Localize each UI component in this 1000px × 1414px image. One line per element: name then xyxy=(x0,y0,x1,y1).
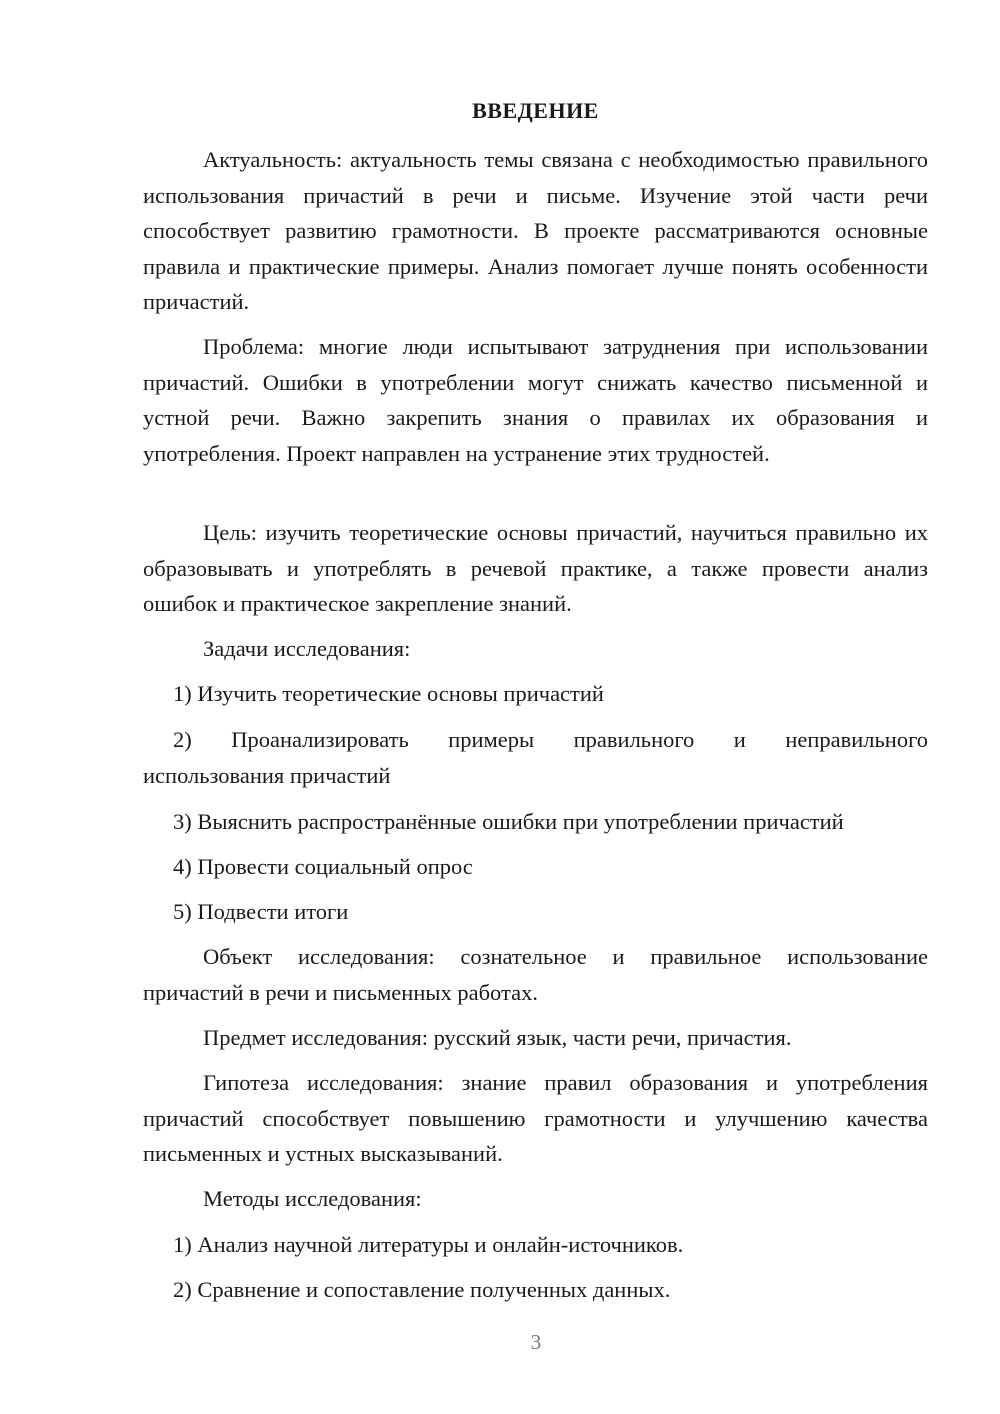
task-item-3: 3) Выяснить распространённые ошибки при употреблении причастий xyxy=(173,809,844,834)
task-item-4: 4) Провести социальный опрос xyxy=(173,854,473,879)
paragraph-problem: Проблема: многие люди испытывают затруднения при использовании причастий. Ошибки в употреблении могут снижать качество письменной и устной речи. Важно закрепить знания о правилах их образования и употребления. Проект направлен на устранение этих трудностей. xyxy=(143,334,928,466)
paragraph-object: Объект исследования: сознательное и правильное использование причастий в речи и письменных работах. xyxy=(143,944,928,1005)
methods-heading: Методы исследования: xyxy=(203,1186,422,1211)
task-item-5: 5) Подвести итоги xyxy=(173,899,349,924)
paragraph-subject: Предмет исследования: русский язык, части речи, причастия. xyxy=(203,1025,792,1050)
paragraph-hypothesis: Гипотеза исследования: знание правил образования и употребления причастий способствует повышению грамотности и улучшению качества письменных и устных высказываний. xyxy=(143,1070,928,1166)
method-item-2: 2) Сравнение и сопоставление полученных данных. xyxy=(173,1277,671,1302)
task-item-2 xyxy=(143,722,928,793)
paragraph-relevance: Актуальность: актуальность темы связана с необходимостью правильного использования причастий в речи и письме. Изучение этой части речи способствует развитию грамотности. В проекте рассматриваются основные правила и практические примеры. Анализ помогает лучше понять особенности причастий. xyxy=(143,147,928,314)
task-item-2-line-1: 2) Проанализировать примеры правильного и неправильного xyxy=(173,727,928,752)
tasks-heading: Задачи исследования: xyxy=(203,636,411,661)
page-number: 3 xyxy=(530,1330,542,1354)
section-title: ВВЕДЕНИЕ xyxy=(472,98,599,123)
method-item-1: 1) Анализ научной литературы и онлайн-источников. xyxy=(173,1232,684,1257)
task-item-2-line-2: использования причастий xyxy=(143,762,391,788)
task-item-1: 1) Изучить теоретические основы причастий xyxy=(173,681,604,706)
paragraph-goal: Цель: изучить теоретические основы причастий, научиться правильно их образовывать и употреблять в речевой практике, а также провести анализ ошибок и практическое закрепление знаний. xyxy=(143,520,928,616)
